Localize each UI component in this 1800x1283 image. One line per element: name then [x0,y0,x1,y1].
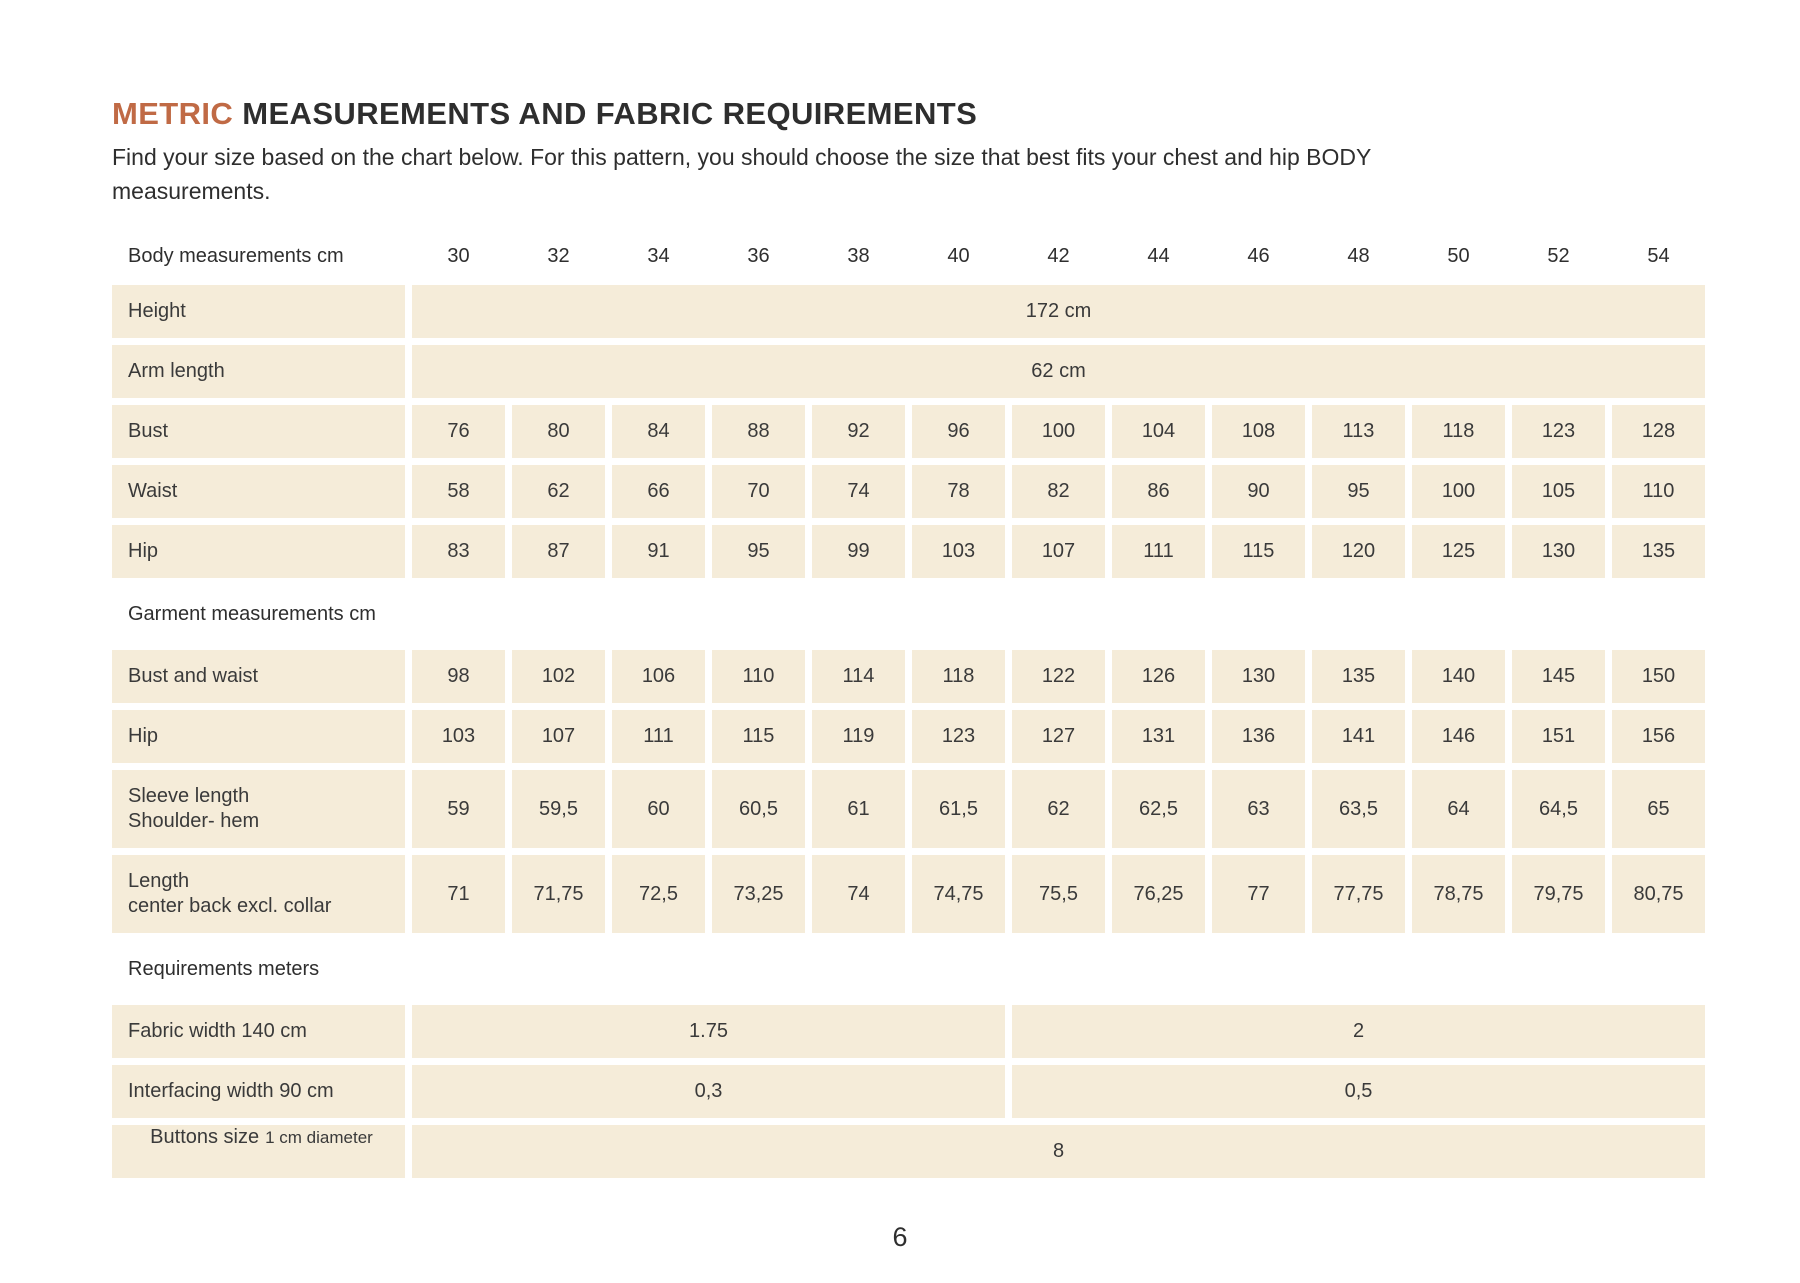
page-content [112,96,1705,1178]
value-cell: 72,5 [612,855,705,933]
value-cell: 96 [912,405,1005,458]
value-cell: 123 [1512,405,1605,458]
value-cell: 75,5 [1012,855,1105,933]
value-cell: 107 [1012,525,1105,578]
value-cell: 110 [712,650,805,703]
value-cell: 95 [712,525,805,578]
row-label [112,285,405,338]
value-cell: 88 [712,405,805,458]
value-cell: 80 [512,405,605,458]
row-label [112,710,405,763]
row-label-line1: Hip [128,540,159,562]
value-cell: 62,5 [1112,770,1205,848]
page-number: 6 [892,1222,908,1252]
value-cell: 64 [1412,770,1505,848]
value-cell: 60 [612,770,705,848]
split-value-cell-right: 0,5 [1012,1065,1705,1118]
value-cell: 150 [1612,650,1705,703]
value-cell: 118 [1412,405,1505,458]
row-label-main: Buttons size [150,1126,260,1148]
value-cell: 145 [1512,650,1605,703]
value-cell: 83 [412,525,505,578]
value-cell: 71 [412,855,505,933]
row-label-line1: Bust and waist [128,665,259,687]
split-value-cell-left: 0,3 [412,1065,1005,1118]
subtitle-line-1: Find your size based on the chart below. For this pattern, you should choose the size that best fits your chest and hip BODY [112,144,1372,170]
value-cell: 78 [912,465,1005,518]
row-label [112,770,405,848]
value-cell: 115 [712,710,805,763]
value-cell: 126 [1112,650,1205,703]
value-cell: 119 [812,710,905,763]
value-cell: 151 [1512,710,1605,763]
row-label-line1: Fabric width 140 cm [128,1020,307,1042]
value-cell: 73,25 [712,855,805,933]
value-cell: 59,5 [512,770,605,848]
value-cell: 107 [512,710,605,763]
row-label [112,465,405,518]
size-column-header: 50 [1447,244,1470,267]
value-cell: 115 [1212,525,1305,578]
value-cell: 136 [1212,710,1305,763]
value-cell: 122 [1012,650,1105,703]
size-column-header: 52 [1547,244,1570,267]
row-label-line1: Sleeve length [128,785,250,807]
size-column-header: 30 [447,244,470,267]
value-cell: 113 [1312,405,1405,458]
value-cell: 108 [1212,405,1305,458]
value-cell: 141 [1312,710,1405,763]
row-label-line1: Length [128,870,190,892]
split-value-cell-right: 2 [1012,1005,1705,1058]
value-cell: 70 [712,465,805,518]
value-cell: 103 [912,525,1005,578]
value-cell: 118 [912,650,1005,703]
value-cell: 63 [1212,770,1305,848]
value-cell: 92 [812,405,905,458]
value-cell: 135 [1612,525,1705,578]
value-cell: 156 [1612,710,1705,763]
value-cell: 130 [1212,650,1305,703]
value-cell: 90 [1212,465,1305,518]
value-cell: 86 [1112,465,1205,518]
value-cell: 71,75 [512,855,605,933]
value-cell: 131 [1112,710,1205,763]
row-label-line1: Arm length [128,360,225,382]
row-label [112,1005,405,1058]
value-cell: 80,75 [1612,855,1705,933]
page-subtitle [112,140,1705,208]
row-label [112,1065,405,1118]
measurement-table [112,234,1705,1178]
value-cell: 63,5 [1312,770,1405,848]
value-cell: 104 [1112,405,1205,458]
value-cell: 62 [1012,770,1105,848]
value-cell: 77 [1212,855,1305,933]
row-label [112,1125,405,1178]
size-column-header: 48 [1347,244,1370,267]
size-column-header: 40 [947,244,970,267]
value-cell: 58 [412,465,505,518]
value-cell: 130 [1512,525,1605,578]
value-cell: 106 [612,650,705,703]
value-cell: 100 [1412,465,1505,518]
value-cell: 110 [1612,465,1705,518]
value-cell: 128 [1612,405,1705,458]
value-cell: 100 [1012,405,1105,458]
value-cell: 98 [412,650,505,703]
size-column-header: 46 [1247,244,1270,267]
size-header-label: Body measurements cm [128,244,344,267]
row-label [112,405,405,458]
size-column-header: 36 [747,244,770,267]
row-label [112,855,405,933]
row-label-line1: Hip [128,725,159,747]
value-cell: 111 [1112,525,1205,578]
row-label-small: 1 cm diameter [265,1128,373,1147]
value-cell: 146 [1412,710,1505,763]
value-cell: 103 [412,710,505,763]
value-cell: 76 [412,405,505,458]
span-value-cell: 8 [412,1125,1705,1178]
size-column-header: 38 [847,244,870,267]
value-cell: 135 [1312,650,1405,703]
span-value-cell: 172 cm [412,285,1705,338]
size-column-header: 54 [1647,244,1670,267]
size-column-header: 32 [547,244,570,267]
value-cell: 74 [812,855,905,933]
span-value-cell: 62 cm [412,345,1705,398]
page-title-rest: MEASUREMENTS AND FABRIC REQUIREMENTS [233,96,978,131]
split-value-cell-left: 1.75 [412,1005,1005,1058]
value-cell: 74 [812,465,905,518]
row-label-line1: Bust [128,420,169,442]
value-cell: 64,5 [1512,770,1605,848]
value-cell: 61,5 [912,770,1005,848]
value-cell: 65 [1612,770,1705,848]
size-column-header: 44 [1147,244,1170,267]
value-cell: 77,75 [1312,855,1405,933]
row-label [112,525,405,578]
row-label-line1: Height [128,300,186,322]
page-title-accent: METRIC [112,96,234,131]
subtitle-line-2: measurements. [112,178,271,204]
value-cell: 87 [512,525,605,578]
value-cell: 140 [1412,650,1505,703]
value-cell: 120 [1312,525,1405,578]
value-cell: 111 [612,710,705,763]
value-cell: 84 [612,405,705,458]
row-label [112,650,405,703]
value-cell: 91 [612,525,705,578]
size-column-header: 42 [1047,244,1070,267]
value-cell: 66 [612,465,705,518]
size-column-header: 34 [647,244,670,267]
value-cell: 99 [812,525,905,578]
value-cell: 114 [812,650,905,703]
value-cell: 82 [1012,465,1105,518]
value-cell: 60,5 [712,770,805,848]
value-cell: 62 [512,465,605,518]
value-cell: 76,25 [1112,855,1205,933]
value-cell: 59 [412,770,505,848]
value-cell: 123 [912,710,1005,763]
value-cell: 79,75 [1512,855,1605,933]
value-cell: 95 [1312,465,1405,518]
section-header: Garment measurements cm [128,602,376,625]
row-label-line1: Interfacing width 90 cm [128,1080,334,1102]
value-cell: 78,75 [1412,855,1505,933]
value-cell: 105 [1512,465,1605,518]
section-header: Requirements meters [128,957,320,980]
value-cell: 74,75 [912,855,1005,933]
page-title [112,96,1705,132]
value-cell: 61 [812,770,905,848]
row-label [112,345,405,398]
value-cell: 127 [1012,710,1105,763]
value-cell: 125 [1412,525,1505,578]
row-label-line1: Waist [128,480,178,502]
value-cell: 102 [512,650,605,703]
row-label-line2: center back excl. collar [128,895,332,917]
row-label-line2: Shoulder- hem [128,810,260,832]
